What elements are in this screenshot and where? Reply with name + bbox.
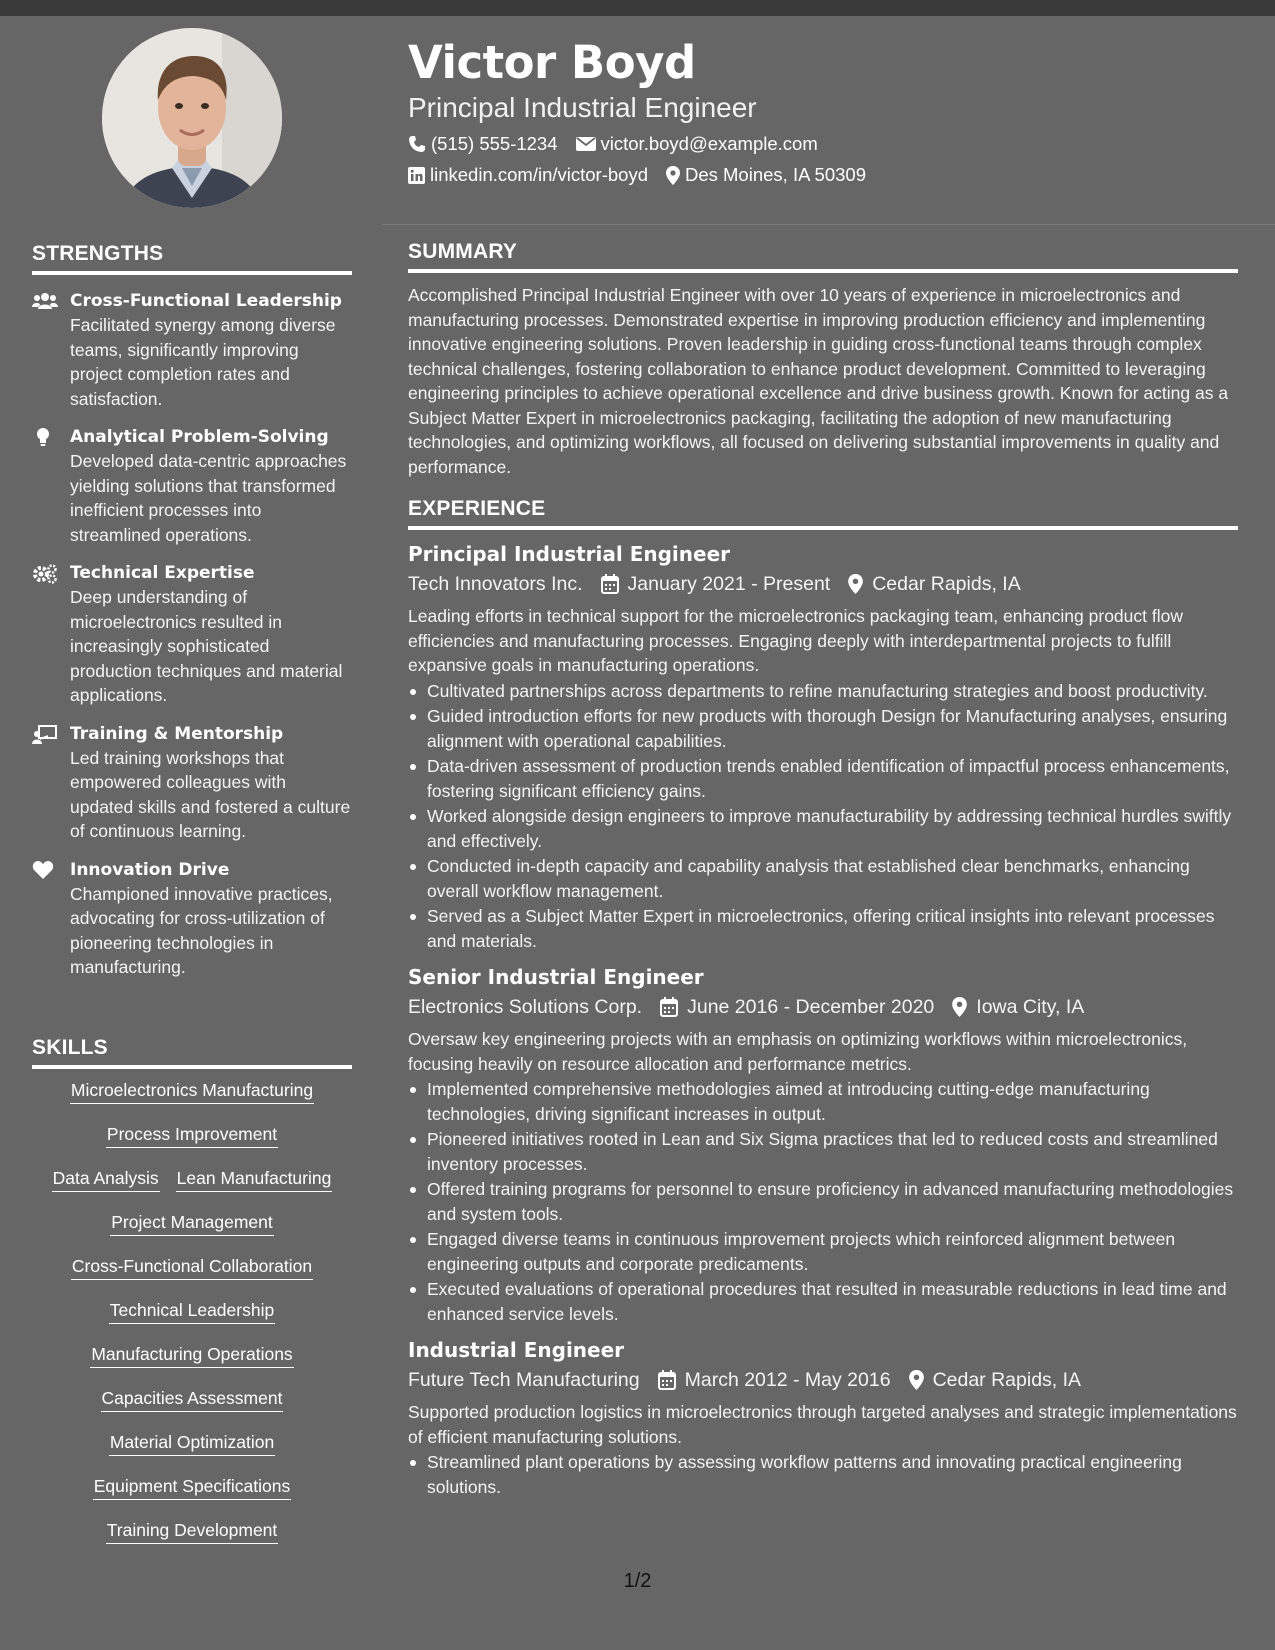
skill-tag: Technical Leadership: [109, 1299, 275, 1324]
skill-tag: Microelectronics Manufacturing: [70, 1079, 314, 1104]
strength-description: Championed innovative practices, advocating for cross-utilization of pioneering technologies in manufacturing.: [70, 883, 333, 977]
strength-description: Developed data-centric approaches yielding solutions that transformed inefficient processes into streamlined operations.: [70, 451, 347, 545]
strength-description: Deep understanding of microelectronics resulted in increasingly sophisticated production techniques and material applications.: [70, 587, 343, 705]
skill-tag: Cross-Functional Collaboration: [71, 1255, 313, 1280]
job-meta: [408, 993, 1238, 1021]
map-marker-icon: [666, 166, 680, 185]
strengths-heading: STRENGTHS: [32, 242, 352, 275]
summary-text: Accomplished Principal Industrial Engineer with over 10 years of experience in microelectronics and manufacturing processes. Demonstrated expertise in improving production efficiency and implementing innovative engineering solutions. Proven leadership in guiding cross-functional teams through complex technical challenges, fostering collaboration to enhance product development. Committed to leveraging engineering principles to achieve operational excellence and drive business growth. Known for acting as a Subject Matter Expert in microelectronics packaging, facilitating the adoption of new manufacturing technologies, and optimizing workflows, all focused on delivering substantial improvements in quality and performance.: [408, 285, 1229, 477]
skill-tag: Data Analysis: [52, 1167, 160, 1192]
map-marker-icon: [952, 997, 967, 1017]
envelope-icon: [576, 136, 596, 152]
company-name: Future Tech Manufacturing: [408, 1369, 640, 1391]
strength-description: Facilitated synergy among diverse teams, significantly improving project completion rates and satisfaction.: [70, 315, 336, 409]
bullet-item: Streamlined plant operations by assessing workflow patterns and innovating practical engineering solutions.: [427, 1450, 1238, 1499]
strength-item: [32, 722, 352, 844]
strength-description: Led training workshops that empowered colleagues with updated skills and fostered a culture of continuous learning.: [70, 747, 351, 841]
summary-section: [408, 240, 1238, 479]
page-number: 1/2: [623, 1570, 652, 1592]
linkedin-icon: [408, 167, 425, 184]
calendar-icon: [601, 574, 619, 594]
bullet-item: Engaged diverse teams in continuous improvement projects which reinforced alignment between engineering outputs and corporate predicaments.: [427, 1227, 1238, 1276]
job-bullets: [408, 679, 1238, 954]
job-title: Industrial Engineer: [408, 1338, 625, 1362]
location-contact: [666, 162, 866, 188]
calendar-icon: [658, 1370, 676, 1390]
strength-item: [32, 425, 352, 547]
email-contact[interactable]: [576, 131, 818, 157]
strength-item: [32, 561, 352, 708]
bullet-item: Offered training programs for personnel to ensure proficiency in advanced manufacturing methodologies and system tools.: [427, 1177, 1238, 1226]
chalkboard-teacher-icon: [32, 722, 70, 844]
strength-title: Cross-Functional Leadership: [70, 291, 342, 311]
job-description: Supported production logistics in microelectronics through targeted analyses and strategic implementations of efficient manufacturing solutions.: [408, 1402, 1237, 1447]
person-title: Principal Industrial Engineer: [408, 92, 757, 123]
job-location: Cedar Rapids, IA: [872, 573, 1021, 595]
lightbulb-icon: [32, 425, 70, 547]
summary-heading: SUMMARY: [408, 240, 1238, 273]
skill-tag: Training Development: [106, 1519, 279, 1544]
job-meta: [408, 1366, 1238, 1394]
skill-tag: Material Optimization: [109, 1431, 275, 1456]
profile-photo: [102, 28, 282, 208]
bullet-item: Cultivated partnerships across departments to refine manufacturing strategies and boost productivity.: [427, 679, 1238, 704]
gears-icon: [32, 561, 70, 708]
bullet-item: Executed evaluations of operational procedures that resulted in measurable reductions in lead time and enhanced service levels.: [427, 1277, 1238, 1326]
skills-heading: SKILLS: [32, 1036, 352, 1069]
strength-item: [32, 858, 352, 980]
strength-title: Technical Expertise: [70, 563, 255, 583]
strength-item: [32, 289, 352, 411]
bullet-item: Worked alongside design engineers to improve manufacturability by addressing technical hurdles swiftly and effectively.: [427, 804, 1238, 853]
job-bullets: [408, 1077, 1238, 1326]
phone-icon: [408, 135, 426, 153]
heart-icon: [32, 858, 70, 980]
skills-section: [32, 1036, 352, 1563]
map-marker-icon: [909, 1370, 924, 1390]
job-dates: January 2021 - Present: [627, 573, 831, 595]
company-name: Tech Innovators Inc.: [408, 573, 583, 595]
contact-row: [408, 162, 1248, 188]
job-dates: March 2012 - May 2016: [684, 1369, 891, 1391]
calendar-icon: [660, 997, 678, 1017]
job-entry: [408, 1336, 1238, 1499]
email-address: victor.boyd@example.com: [600, 133, 818, 154]
map-marker-icon: [848, 574, 863, 594]
header-divider: [382, 224, 1275, 225]
location-text: Des Moines, IA 50309: [684, 164, 866, 185]
job-location: Cedar Rapids, IA: [932, 1369, 1082, 1391]
strengths-section: [32, 242, 352, 980]
contact-row: [408, 131, 1248, 157]
job-entry: [408, 540, 1238, 953]
bullet-item: Pioneered initiatives rooted in Lean and Six Sigma practices that led to reduced costs and streamlined inventory processes.: [427, 1127, 1238, 1176]
skill-tag: Manufacturing Operations: [90, 1343, 293, 1368]
bullet-item: Conducted in-depth capacity and capability analysis that established clear benchmarks, enhancing overall workflow management.: [427, 854, 1238, 903]
job-meta: [408, 570, 1238, 598]
strength-title: Innovation Drive: [70, 859, 230, 880]
phone-contact[interactable]: [408, 131, 558, 157]
skills-list: [32, 1079, 352, 1544]
job-title: Principal Industrial Engineer: [408, 542, 730, 566]
linkedin-url: linkedin.com/in/victor-boyd: [430, 164, 648, 185]
experience-section: [408, 497, 1238, 1499]
skill-tag: Lean Manufacturing: [176, 1167, 333, 1192]
company-name: Electronics Solutions Corp.: [408, 996, 643, 1018]
strength-title: Training & Mentorship: [70, 723, 284, 744]
skill-tag: Equipment Specifications: [93, 1475, 292, 1500]
bullet-item: Implemented comprehensive methodologies aimed at introducing cutting-edge manufacturing technologies, driving significant increases in output.: [427, 1077, 1238, 1126]
bullet-item: Data-driven assessment of production trends enabled identification of impactful process enhancements, fostering significant efficiency gains.: [427, 754, 1238, 803]
resume-header: [408, 36, 1248, 188]
job-description: Leading efforts in technical support for the microelectronics packaging team, enhancing product flow efficiencies and manufacturing processes. Engaging deeply with interdepartmental projects to fulfill expansive goals in manufacturing operations.: [408, 606, 1183, 675]
strength-title: Analytical Problem-Solving: [70, 427, 329, 447]
job-title: Senior Industrial Engineer: [408, 965, 704, 989]
main-column: [408, 240, 1238, 1499]
linkedin-contact[interactable]: [408, 162, 648, 188]
job-bullets: [408, 1450, 1238, 1499]
person-name: Victor Boyd: [408, 36, 696, 89]
bullet-item: Served as a Subject Matter Expert in microelectronics, offering critical insights into relevant processes and materials.: [427, 904, 1238, 953]
bullet-item: Guided introduction efforts for new products with thorough Design for Manufacturing analyses, ensuring alignment with operational capabilities.: [427, 704, 1238, 753]
phone-number: (515) 555-1234: [431, 133, 558, 154]
skill-tag: Process Improvement: [106, 1123, 278, 1148]
job-description: Oversaw key engineering projects with an emphasis on optimizing workflows within microelectronics, focusing heavily on resource allocation and performance metrics.: [408, 1029, 1188, 1074]
skill-tag: Project Management: [110, 1211, 273, 1236]
top-bar: [0, 0, 1275, 16]
job-dates: June 2016 - December 2020: [687, 996, 935, 1018]
users-icon: [32, 289, 70, 411]
job-entry: [408, 963, 1238, 1326]
skill-tag: Capacities Assessment: [101, 1387, 284, 1412]
job-location: Iowa City, IA: [976, 996, 1085, 1018]
experience-heading: EXPERIENCE: [408, 497, 1238, 530]
